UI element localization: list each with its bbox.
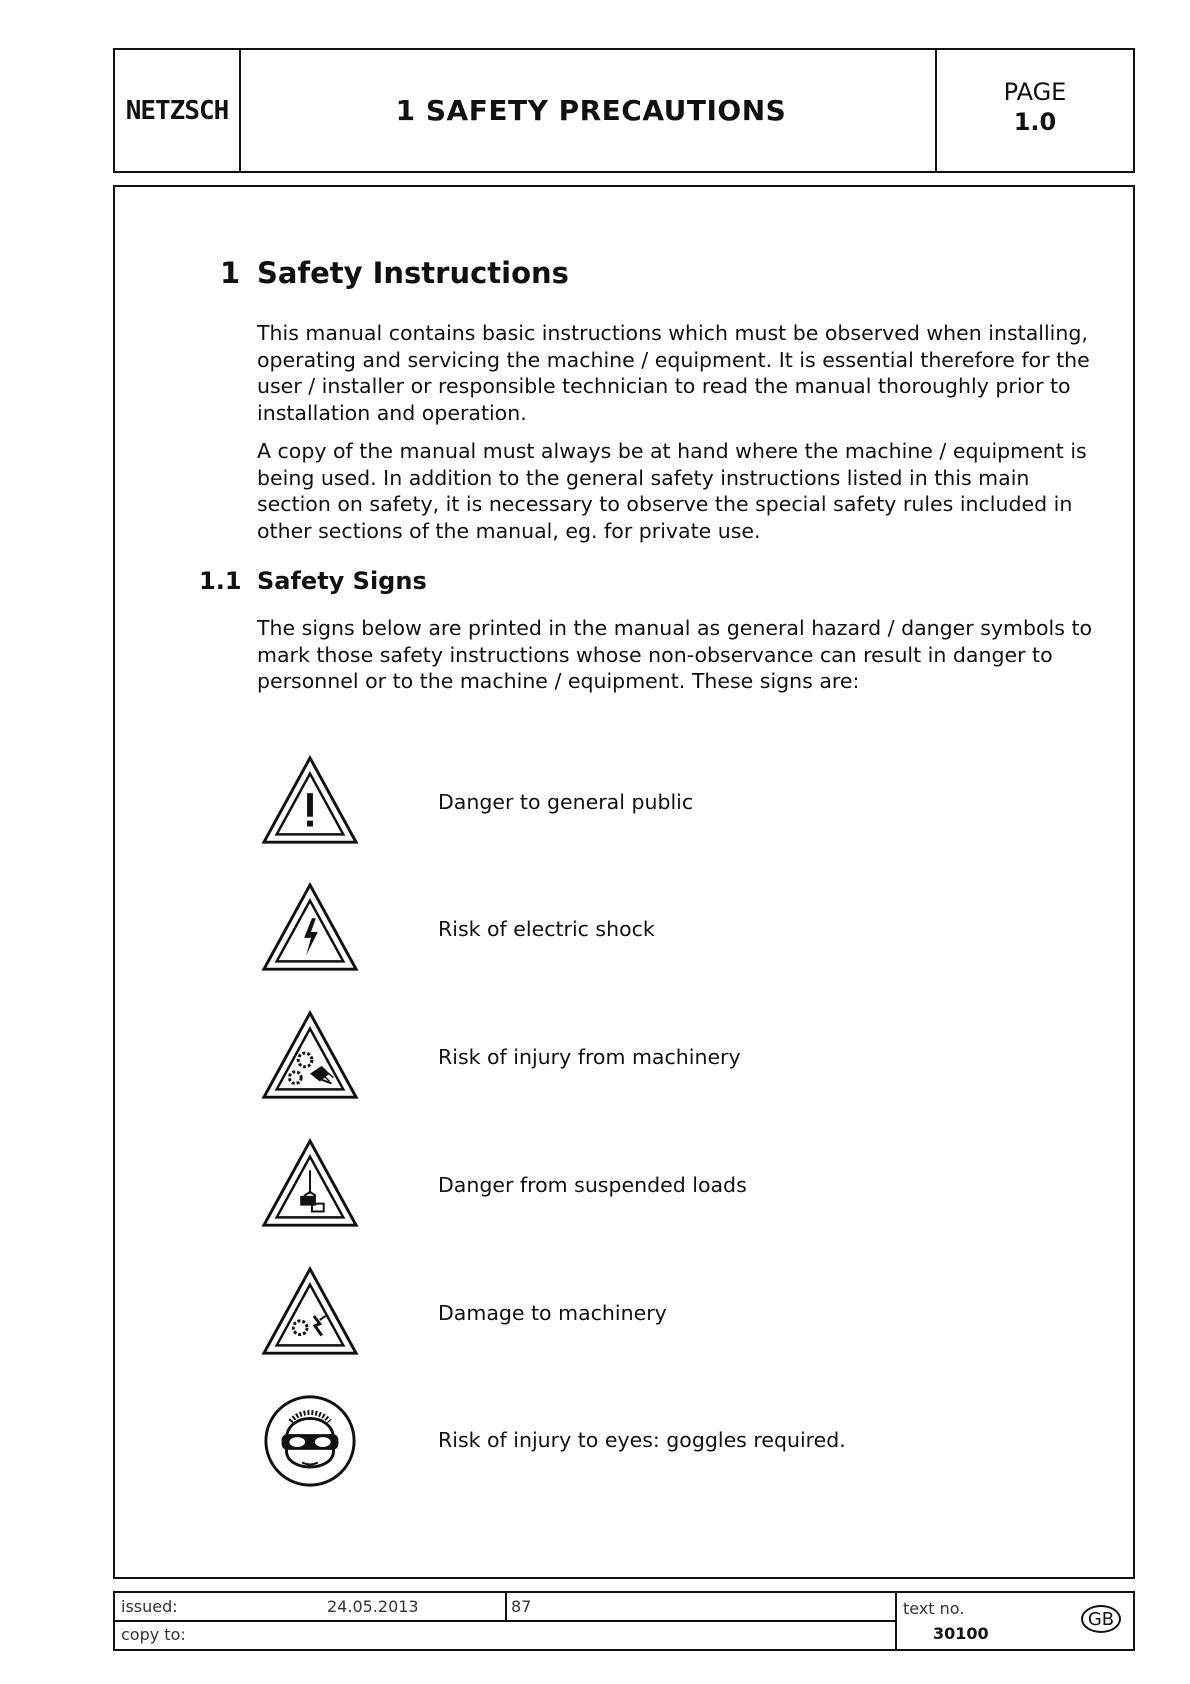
subsection-title: Safety Signs (257, 567, 427, 595)
sign-label: Risk of injury to eyes: goggles required. (438, 1428, 846, 1452)
intro-paragraph: This manual contains basic instructions which must be observed when installing, operating and servicing the machine / equipment. It is essential therefore for the user / installer or responsible technician to read the manual thoroughly prior to installation and operation. (257, 321, 1090, 425)
signs-intro-paragraph: The signs below are printed in the manual as general hazard / danger symbols to mark those safety instructions whose non-observance can result in danger to personnel or to the machine / equipment. These signs are: (257, 616, 1093, 693)
general-danger-icon (261, 754, 359, 852)
sign-row (115, 1392, 1115, 1502)
page-footer (113, 1591, 1135, 1651)
text-no: 30100 (933, 1624, 989, 1643)
suspended-load-icon (261, 1137, 359, 1235)
sign-label: Damage to machinery (438, 1301, 667, 1325)
revision-number: 87 (511, 1597, 532, 1616)
page-title: 1 SAFETY PRECAUTIONS (395, 94, 787, 127)
sign-label: Risk of electric shock (438, 917, 655, 941)
language-badge: GB (1081, 1605, 1121, 1633)
page-header (113, 48, 1135, 173)
sign-row (115, 881, 1115, 991)
sign-label: Danger from suspended loads (438, 1173, 747, 1197)
goggles-required-icon (261, 1392, 359, 1490)
sign-label: Danger to general public (438, 790, 694, 814)
subsection-number: 1.1 (199, 567, 242, 595)
section-number: 1 (220, 256, 241, 290)
issued-date: 24.05.2013 (327, 1597, 419, 1616)
manual-copy-paragraph: A copy of the manual must always be at hand where the machine / equipment is being used. In addition to the general safety instructions listed in this main section on safety, it is necessary to observe the special safety rules included in other sections of the manual, eg. for private use. (257, 439, 1087, 543)
sign-row (115, 754, 1115, 864)
text-no-label: text no. (903, 1599, 965, 1618)
machinery-injury-icon (261, 1009, 359, 1107)
sign-row (115, 1265, 1115, 1375)
issued-label: issued: (121, 1597, 178, 1616)
sign-row (115, 1009, 1115, 1119)
page-number-box (935, 50, 1133, 171)
machine-damage-icon (261, 1265, 359, 1363)
copy-to-label: copy to: (121, 1625, 186, 1644)
page-label: PAGE (1003, 78, 1067, 106)
netzsch-logo: NETZSCH (115, 50, 241, 171)
content-frame (113, 185, 1135, 1579)
sign-row (115, 1137, 1115, 1247)
section-title: Safety Instructions (257, 256, 569, 290)
electric-shock-icon (261, 881, 359, 979)
page-number: 1.0 (1013, 108, 1057, 136)
sign-label: Risk of injury from machinery (438, 1045, 741, 1069)
